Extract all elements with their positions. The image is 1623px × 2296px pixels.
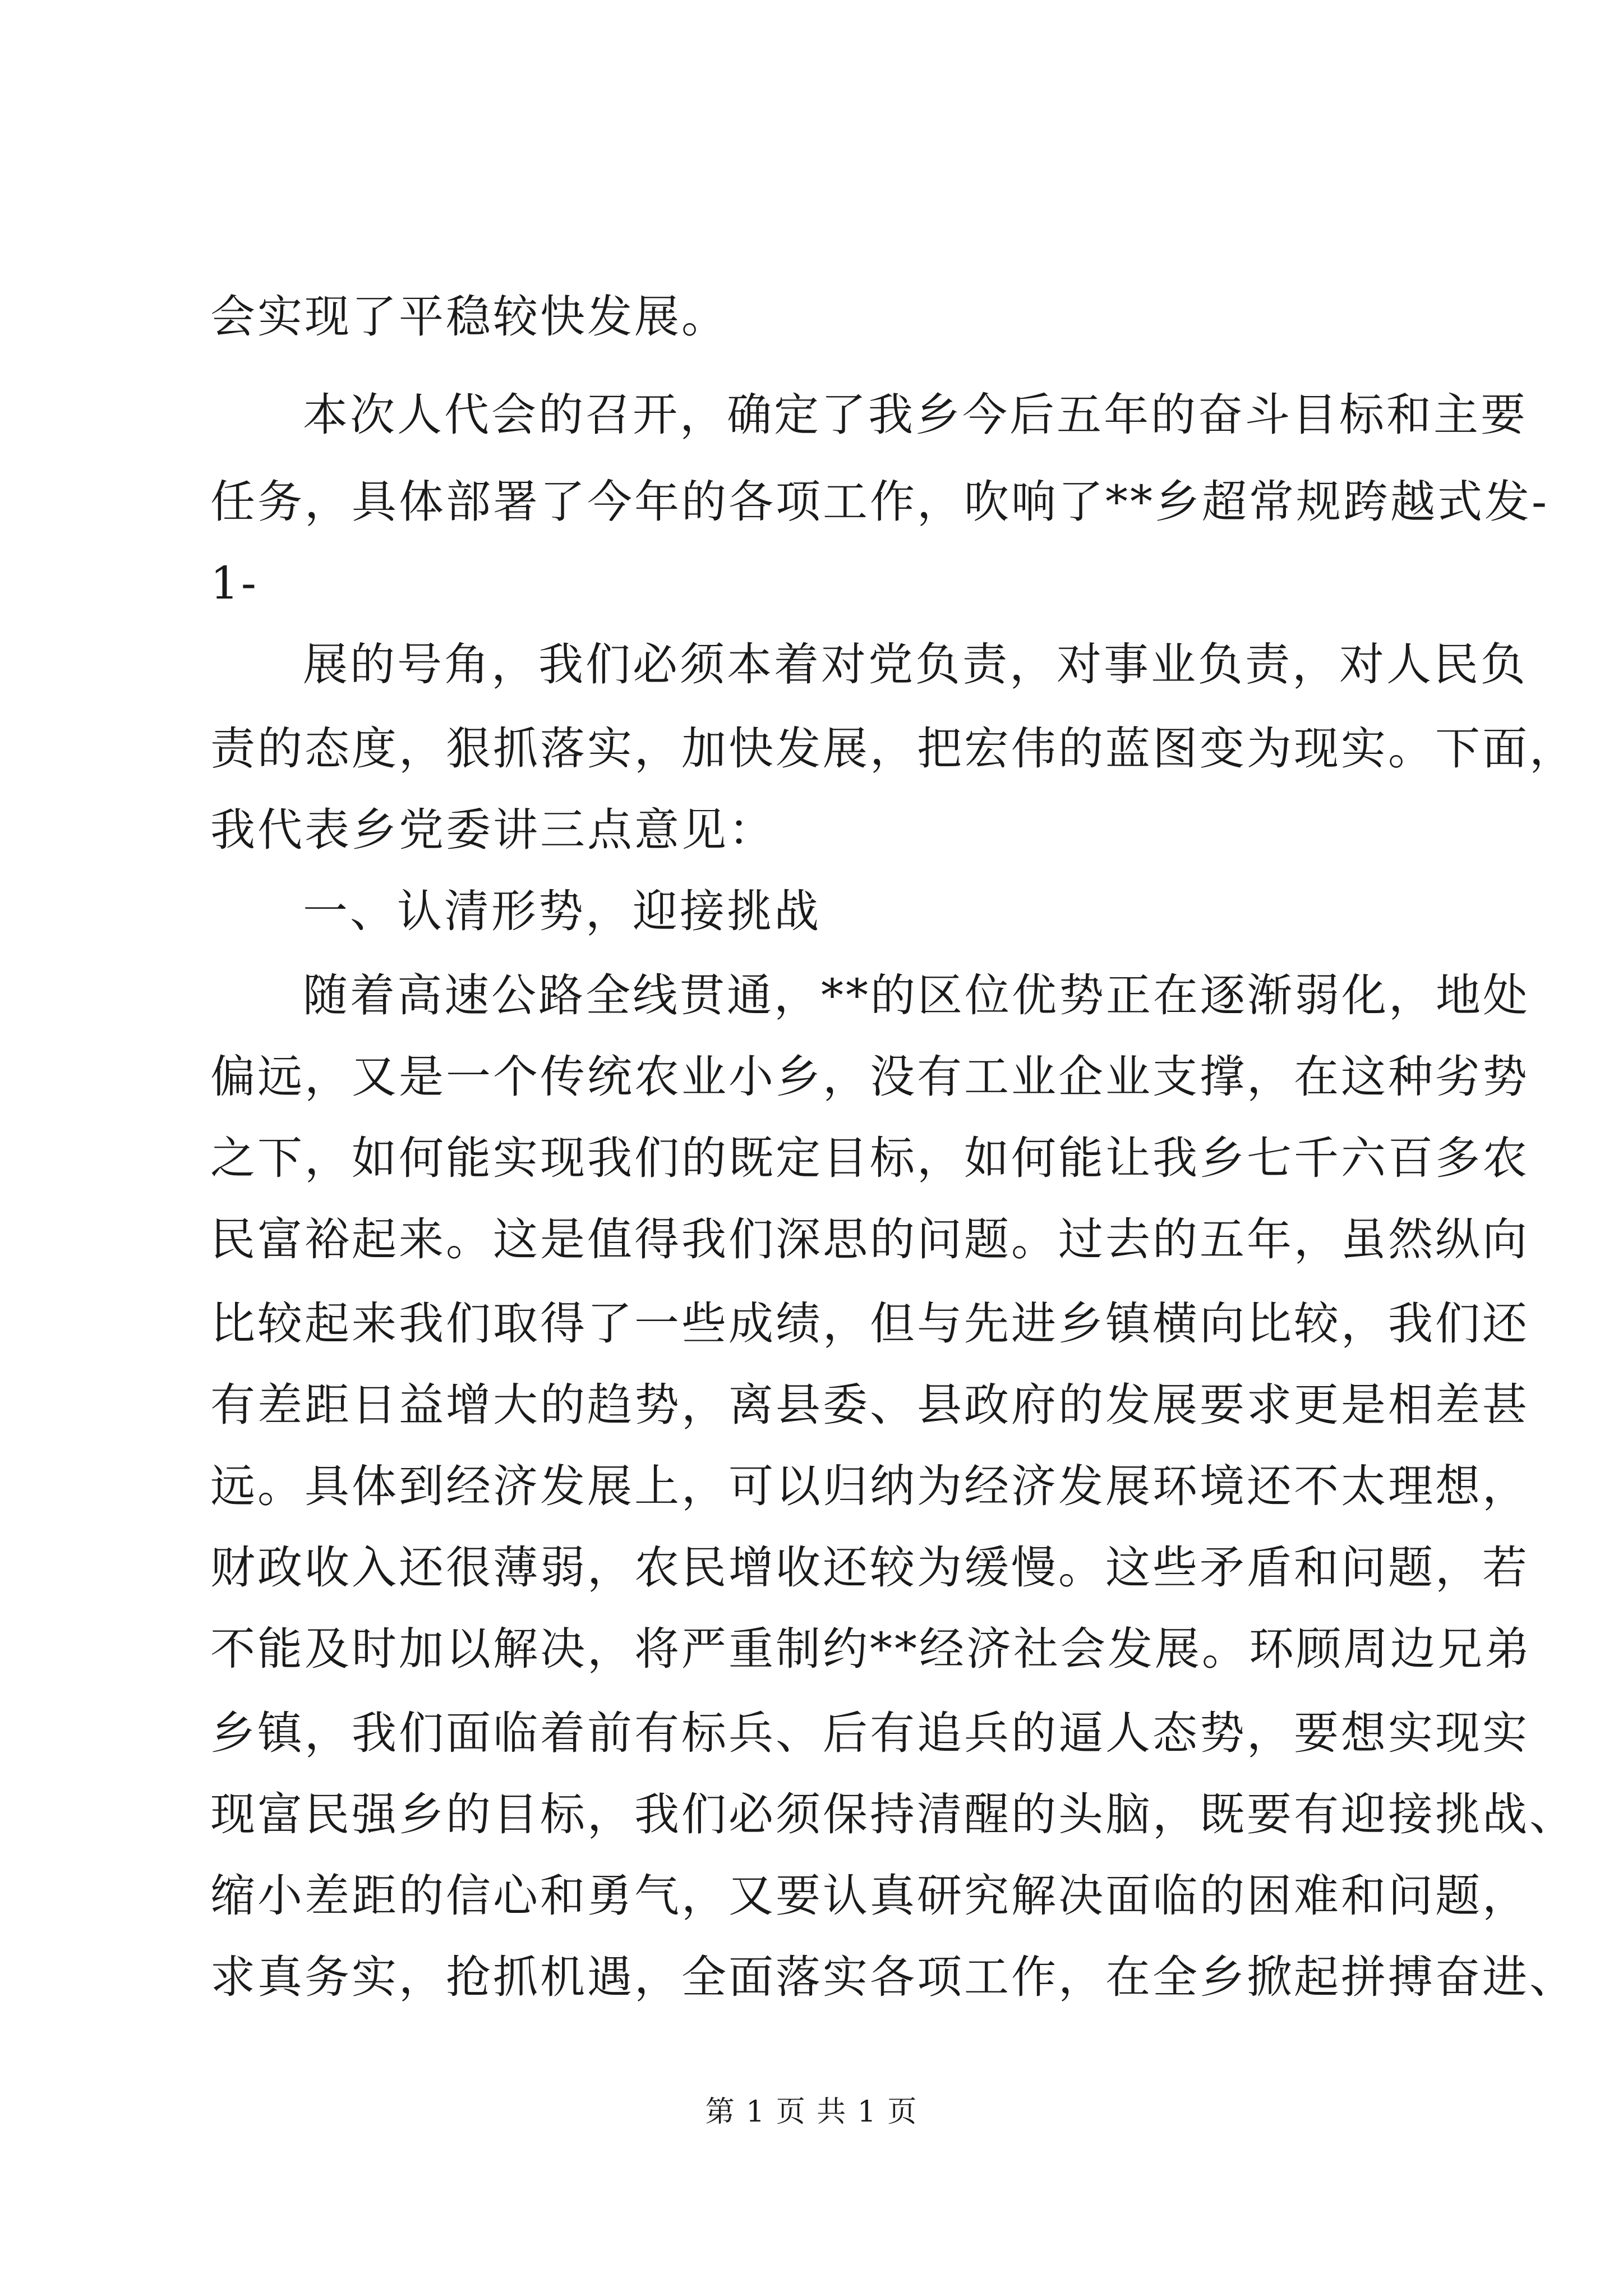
paragraph-line: 展的号角，我们必须本着对党负责，对事业负责，对人民负	[303, 638, 1528, 691]
body-line: 任务，具体部署了今年的各项工作，吹响了**乡超常规跨越式发-	[210, 476, 1550, 528]
paragraph-line: 本次人代会的召开，确定了我乡今后五年的奋斗目标和主要	[303, 389, 1528, 441]
body-line: 乡镇，我们面临着前有标兵、后有追兵的逼人态势，要想实现实	[210, 1707, 1529, 1759]
body-line: 不能及时加以解决，将严重制约**经济社会发展。环顾周边兄弟	[210, 1623, 1532, 1675]
body-line: 有差距日益增大的趋势，离县委、县政府的发展要求更是相差甚	[210, 1379, 1529, 1431]
body-line: 我代表乡党委讲三点意见：	[210, 804, 776, 856]
section-heading: 一、认清形势，迎接挑战	[303, 885, 821, 937]
body-line: 之下，如何能实现我们的既定目标，如何能让我乡七千六百多农	[210, 1132, 1529, 1184]
body-line: 偏远，又是一个传统农业小乡，没有工业企业支撑，在这种劣势	[210, 1051, 1529, 1103]
page-number-footer: 第 1 页 共 1 页	[705, 2095, 918, 2129]
body-line: 比较起来我们取得了一些成绩，但与先进乡镇横向比较，我们还	[210, 1297, 1529, 1350]
body-line: 民富裕起来。这是值得我们深思的问题。过去的五年，虽然纵向	[210, 1213, 1529, 1266]
body-line: 现富民强乡的目标，我们必须保持清醒的头脑，既要有迎接挑战、	[210, 1788, 1576, 1841]
paragraph-line: 随着高速公路全线贯通，**的区位优势正在逐渐弱化，地处	[303, 969, 1530, 1022]
body-line: 责的态度，狠抓落实，加快发展，把宏伟的蓝图变为现实。下面，	[210, 723, 1576, 775]
body-line: 财政收入还很薄弱，农民增收还较为缓慢。这些矛盾和问题，若	[210, 1542, 1529, 1594]
body-line: 求真务实，抢抓机遇，全面落实各项工作，在全乡掀起拼搏奋进、	[210, 1951, 1576, 2003]
body-line: 缩小差距的信心和勇气，又要认真研究解决面临的困难和问题，	[210, 1870, 1529, 1922]
body-line: 远。具体到经济发展上，可以归纳为经济发展环境还不太理想，	[210, 1460, 1529, 1512]
body-line: 会实现了平稳较快发展。	[210, 291, 728, 343]
page-break-number: 1-	[210, 557, 259, 609]
